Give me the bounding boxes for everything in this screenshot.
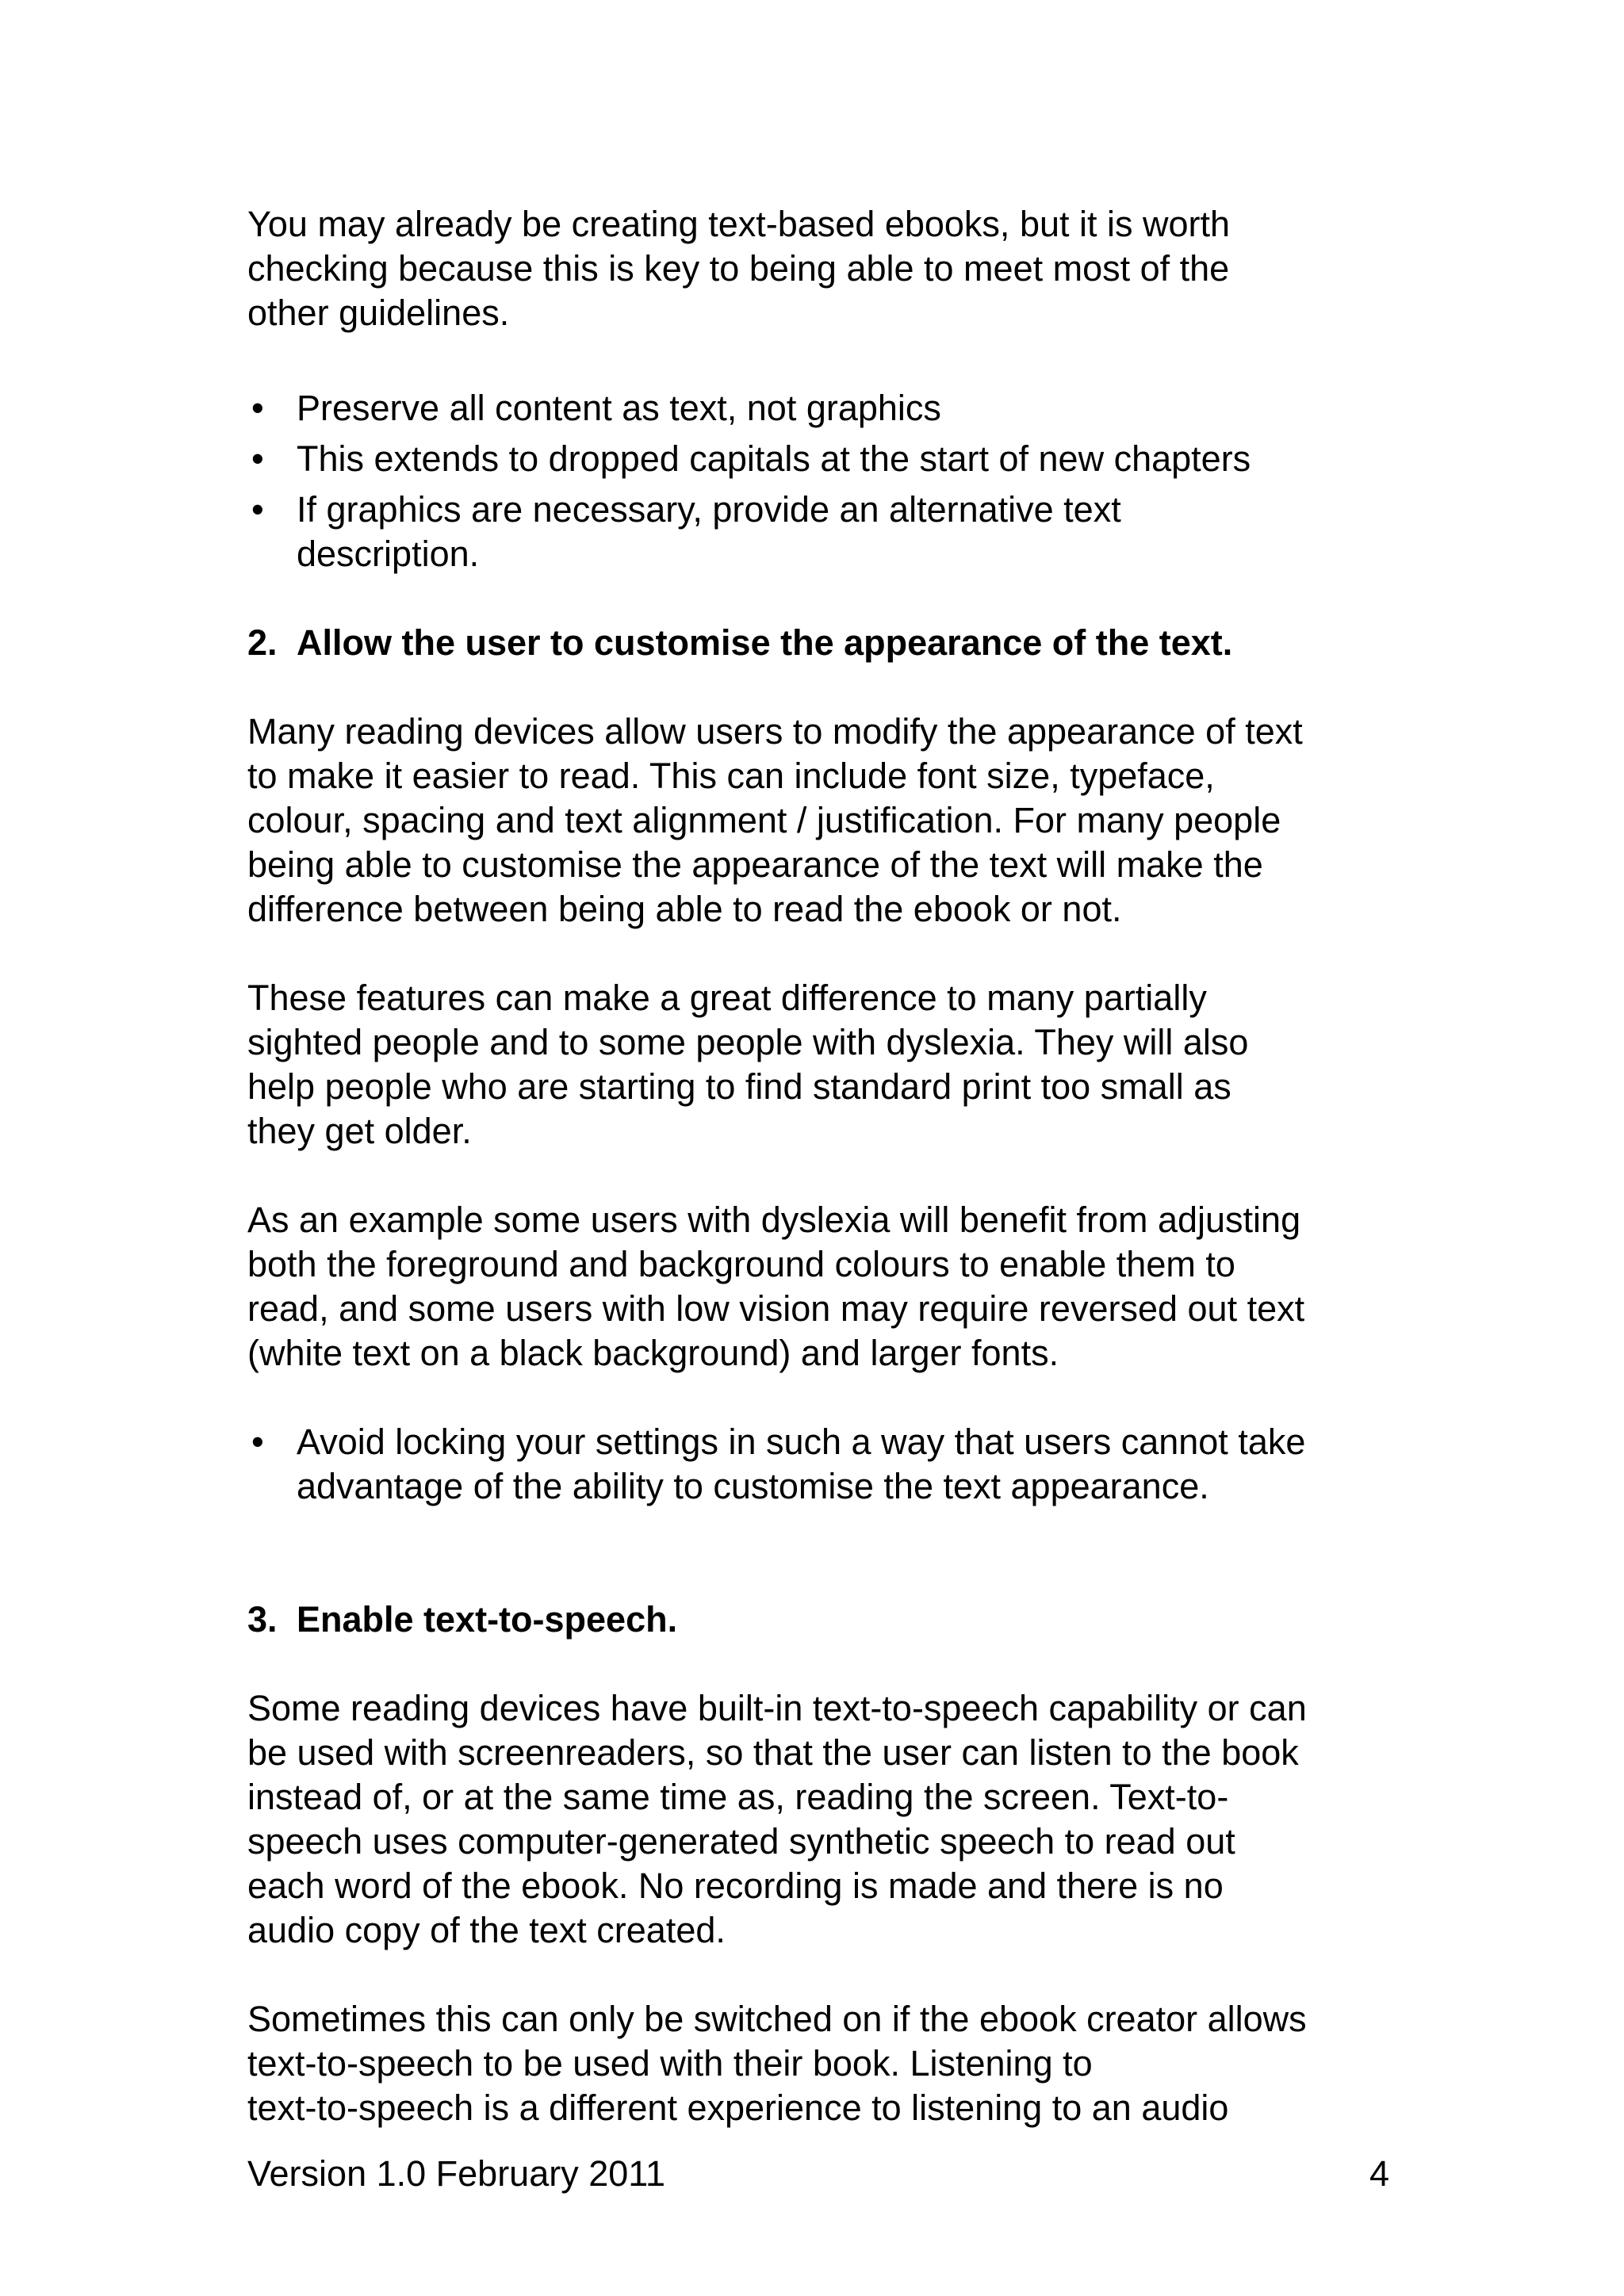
- text-line: difference between being able to read the ebook or not.: [247, 889, 1122, 929]
- bullet-icon: •: [251, 388, 264, 428]
- text-line: Preserve all content as text, not graphics: [297, 388, 941, 428]
- section-2-paragraph-3: [247, 1198, 1405, 1376]
- version-label: Version 1.0 February 2011: [247, 2153, 665, 2194]
- section-3-heading: [247, 1598, 1405, 1642]
- bullet-icon: •: [251, 438, 264, 479]
- text-line: read, and some users with low vision may require reversed out text: [247, 1288, 1305, 1329]
- section-2-heading: [247, 621, 1405, 665]
- text-line: Sometimes this can only be switched on if the ebook creator allows: [247, 1999, 1307, 2039]
- list-item: [247, 1420, 1405, 1509]
- text-line: other guidelines.: [247, 293, 510, 333]
- list-item: [247, 488, 1405, 576]
- text-line: As an example some users with dyslexia will benefit from adjusting: [247, 1200, 1301, 1240]
- text-line: description.: [297, 534, 480, 574]
- text-line: help people who are starting to find standard print too small as: [247, 1066, 1231, 1107]
- text-line: instead of, or at the same time as, reading the screen. Text-to-: [247, 1777, 1229, 1817]
- intro-paragraph: [247, 202, 1405, 335]
- text-line: audio copy of the text created.: [247, 1910, 726, 1950]
- text-line: advantage of the ability to customise the text appearance.: [297, 1466, 1209, 1506]
- section-2-paragraph-2: [247, 976, 1405, 1154]
- page-number: 4: [1369, 2153, 1389, 2194]
- section-3-paragraph-2: [247, 1997, 1405, 2130]
- section-number: 2.: [247, 622, 278, 663]
- section-title: Allow the user to customise the appearance of the text.: [297, 622, 1233, 663]
- text-line: sighted people and to some people with dyslexia. They will also: [247, 1022, 1249, 1062]
- text-line: If graphics are necessary, provide an alternative text: [297, 489, 1121, 530]
- text-line: These features can make a great difference to many partially: [247, 978, 1207, 1018]
- bullet-icon: •: [251, 489, 264, 530]
- section-2-paragraph-1: [247, 710, 1405, 932]
- text-line: Many reading devices allow users to modify the appearance of text: [247, 711, 1303, 752]
- bullet-list-settings: [247, 1420, 1405, 1509]
- text-line: Avoid locking your settings in such a way that users cannot take: [297, 1422, 1306, 1462]
- text-line: checking because this is key to being able to meet most of the: [247, 248, 1230, 289]
- list-item: [247, 386, 1405, 430]
- text-line: You may already be creating text-based ebooks, but it is worth: [247, 204, 1231, 244]
- bullet-icon: •: [251, 1422, 264, 1462]
- text-line: be used with screenreaders, so that the user can listen to the book: [247, 1732, 1299, 1773]
- text-line: colour, spacing and text alignment / justification. For many people: [247, 800, 1281, 840]
- section-number: 3.: [247, 1599, 278, 1640]
- text-line: being able to customise the appearance of the text will make the: [247, 844, 1263, 885]
- text-line: both the foreground and background colours to enable them to: [247, 1244, 1235, 1284]
- text-line: each word of the ebook. No recording is made and there is no: [247, 1866, 1224, 1906]
- section-3-paragraph-1: [247, 1686, 1405, 1953]
- bullet-list-text-content: [247, 386, 1405, 576]
- text-line: to make it easier to read. This can include font size, typeface,: [247, 756, 1215, 796]
- text-line: text-to-speech is a different experience to listening to an audio: [247, 2087, 1229, 2128]
- text-line: speech uses computer-generated synthetic speech to read out: [247, 1821, 1235, 1862]
- document-page: [247, 202, 1405, 2130]
- list-item: [247, 437, 1405, 481]
- section-title: Enable text-to-speech.: [297, 1599, 678, 1640]
- text-line: (white text on a black background) and larger fonts.: [247, 1333, 1059, 1373]
- text-line: they get older.: [247, 1111, 472, 1151]
- text-line: This extends to dropped capitals at the start of new chapters: [297, 438, 1251, 479]
- text-line: Some reading devices have built-in text-to-speech capability or can: [247, 1688, 1307, 1728]
- text-line: text-to-speech to be used with their book. Listening to: [247, 2043, 1093, 2084]
